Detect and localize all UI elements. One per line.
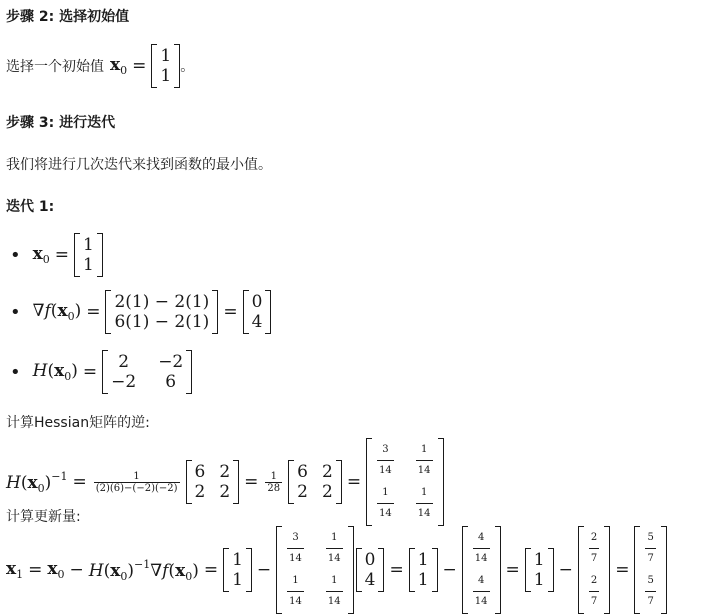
step2-heading: 步骤 2: 选择初始值 — [6, 9, 130, 25]
adjugate-matrix-2: 6 2 2 2 — [288, 460, 342, 504]
gradient-result: 0 4 — [243, 290, 272, 334]
initial-value-text: 选择一个初始值 — [6, 59, 104, 75]
vector-entry: 1 — [160, 66, 172, 86]
x0-vector: 1 1 — [74, 233, 103, 277]
step-vector: $\frac{4}{14}$ $\frac{4}{14}$ — [462, 526, 501, 614]
newton-step-symbol: $H(x_0)^{-1}\nabla f(x_0)$ — [88, 557, 199, 583]
x0-symbol: $x_0$ — [110, 55, 128, 77]
bullet-hessian: • $H(x_0)$ = 2 −2 −2 6 — [10, 350, 192, 394]
x1-symbol: $x_1$ — [6, 559, 24, 581]
vector-entry: 1 — [160, 46, 172, 66]
reduced-step-vector: $\frac{2}{7}$ $\frac{2}{7}$ — [578, 526, 610, 614]
x1-result-vector: $\frac{5}{7}$ $\frac{5}{7}$ — [634, 526, 666, 614]
inverse-result-matrix: $\frac{3}{14}$ $\frac{1}{14}$ $\frac{1}{14}$ $\frac{1}{14}$ — [366, 438, 443, 526]
equals-sign: = — [132, 56, 147, 76]
step3-intro: 我们将进行几次迭代来找到函数的最小值。 — [6, 157, 272, 173]
update-label: 计算更新量: — [6, 509, 81, 525]
initial-value-line — [6, 44, 194, 88]
scalar-fraction: $\frac{1}{28}$ — [267, 470, 281, 494]
determinant-fraction: $\frac{1}{(2)(6)-(-2)(-2)}$ — [95, 470, 178, 494]
vector-v5: 1 1 — [525, 548, 554, 592]
bullet-gradient: • $\nabla f(x_0)$ = 2(1) − 2(1) 6(1) − 2(1) = 0 4 — [10, 290, 271, 334]
bullet-dot: • — [10, 301, 21, 323]
inverse-equation: $H(x_0)^{-1}$ = $\frac{1}{(2)(6)-(-2)(-2)}$ 6 2 2 2 = $\frac{1}{28}$ 6 2 2 2 = $\frac{3}{14}$ $\frac{1}{14}$ $\frac{1}{14}$ $\frac{1}{14}$ — [6, 438, 444, 526]
gradient-expression: 2(1) − 2(1) 6(1) − 2(1) — [105, 290, 218, 334]
hessian-inverse-matrix: $\frac{3}{14}$ $\frac{1}{14}$ $\frac{1}{14}$ $\frac{1}{14}$ — [276, 526, 353, 614]
iteration1-heading: 迭代 1: — [6, 199, 55, 215]
step3-heading: 步骤 3: 进行迭代 — [6, 115, 116, 131]
gradient-symbol: $\nabla f(x_0)$ — [32, 301, 82, 323]
x0-symbol: $x_0$ — [32, 244, 50, 266]
update-equation: $x_1$ = $x_0$ − $H(x_0)^{-1}\nabla f(x_0)$ = 1 1 − $\frac{3}{14}$ $\frac{1}{14}$ $\frac{1}{14}$ $\frac{1}{14}$ 0 4 = 1 1 − $\frac{4}{14}$ $\frac{4}{14}$ = 1 1 − $\frac{2}{7}$ $\frac{2}{7}$ = $\frac{5}{7}$ $\frac{5}{7}$ — [6, 526, 667, 614]
vector-v3: 1 1 — [409, 548, 438, 592]
vector-v1: 1 1 — [223, 548, 252, 592]
initial-vector — [151, 44, 180, 88]
period: 。 — [180, 59, 195, 75]
adjugate-matrix: 6 2 2 2 — [186, 460, 240, 504]
bullet-x0: • $x_0$ = 1 1 — [10, 233, 103, 277]
bullet-dot: • — [10, 244, 21, 266]
x0-symbol: $x_0$ — [47, 559, 65, 581]
hessian-symbol: $H(x_0)$ — [32, 361, 78, 383]
inverse-label: 计算Hessian矩阵的逆: — [6, 415, 150, 431]
gradient-vector: 0 4 — [356, 548, 385, 592]
hessian-matrix: 2 −2 −2 6 — [102, 350, 192, 394]
bullet-dot: • — [10, 361, 21, 383]
hessian-inverse-symbol: $H(x_0)^{-1}$ — [6, 469, 68, 495]
